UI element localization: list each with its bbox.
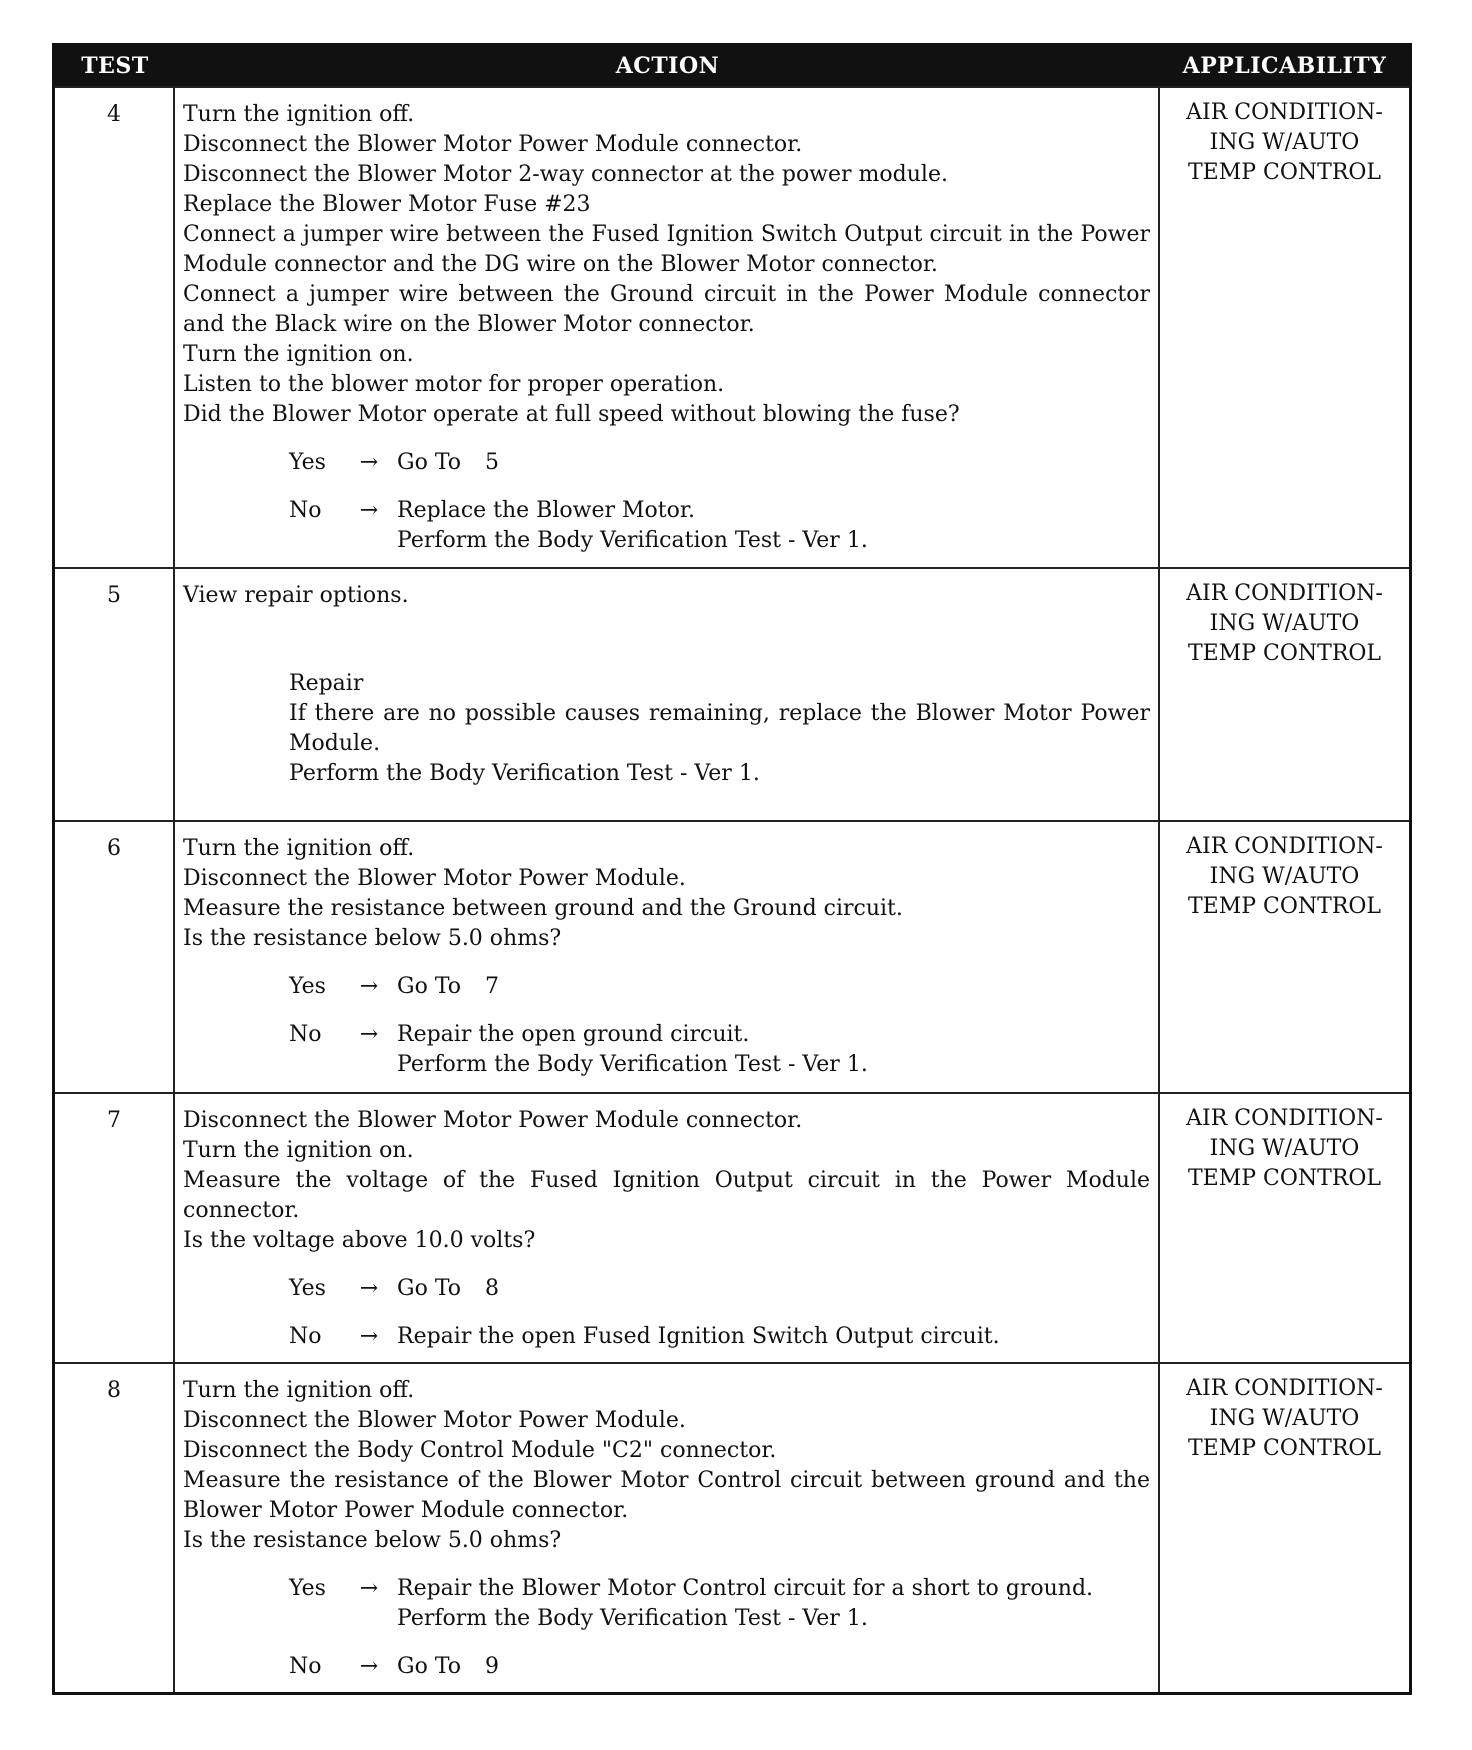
applicability-line: ING W/AUTO — [1209, 864, 1360, 889]
applicability-line: TEMP CONTROL — [1187, 1166, 1382, 1191]
table-row — [55, 1092, 1409, 1362]
no-result — [397, 496, 1150, 556]
result-line: Perform the Body Verification Test - Ver 1. — [397, 1052, 868, 1077]
yes-result — [397, 1574, 1150, 1634]
test-number: 7 — [55, 1094, 175, 1362]
no-answer — [289, 1020, 1150, 1080]
yes-result — [397, 448, 1150, 478]
applicability-line: TEMP CONTROL — [1187, 1436, 1382, 1461]
action-cell — [175, 1364, 1160, 1692]
arrow-icon: → — [359, 1022, 379, 1047]
goto-text: Go To — [397, 1654, 462, 1679]
no-label: No — [289, 498, 322, 523]
action-line: Did the Blower Motor operate at full speed without blowing the fuse? — [183, 402, 960, 427]
repair-label: Repair — [289, 671, 364, 696]
action-line: Measure the resistance of the Blower Motor Control circuit between ground and the Blower Motor Power Module connector. — [183, 1468, 1150, 1523]
table-row — [55, 567, 1409, 820]
test-number: 8 — [55, 1364, 175, 1692]
action-line: Listen to the blower motor for proper operation. — [183, 372, 725, 397]
yes-answer — [289, 1274, 1150, 1304]
applicability-line: AIR CONDITION- — [1186, 1106, 1383, 1131]
repair-line: Perform the Body Verification Test - Ver 1. — [289, 761, 760, 786]
action-line: Turn the ignition off. — [183, 836, 415, 861]
arrow-icon: → — [359, 1576, 379, 1601]
action-line: Turn the ignition on. — [183, 1138, 414, 1163]
arrow-icon: → — [359, 498, 379, 523]
no-label: No — [289, 1654, 322, 1679]
result-line: Repair the open Fused Ignition Switch Output circuit. — [397, 1324, 1000, 1349]
action-line: Connect a jumper wire between the Fused Ignition Switch Output circuit in the Power Module connector and the DG wire on the Blower Motor connector. — [183, 222, 1150, 277]
action-line: Turn the ignition off. — [183, 1378, 415, 1403]
result-line: Replace the Blower Motor. — [397, 498, 695, 523]
table-row — [55, 1362, 1409, 1692]
action-line: Connect a jumper wire between the Ground circuit in the Power Module connector and the Black wire on the Blower Motor connector. — [183, 282, 1150, 337]
arrow-icon: → — [359, 974, 379, 999]
yes-label: Yes — [289, 1276, 326, 1301]
applicability-line: TEMP CONTROL — [1187, 894, 1382, 919]
applicability-line: AIR CONDITION- — [1186, 581, 1383, 606]
applicability-cell — [1160, 569, 1409, 820]
table-header — [55, 46, 1409, 86]
action-cell — [175, 822, 1160, 1092]
action-line: Measure the voltage of the Fused Ignition Output circuit in the Power Module connector. — [183, 1168, 1150, 1223]
applicability-cell — [1160, 1094, 1409, 1362]
action-line: Disconnect the Blower Motor Power Module connector. — [183, 132, 803, 157]
yes-label: Yes — [289, 974, 326, 999]
table-row — [55, 86, 1409, 567]
goto-text: Go To — [397, 450, 462, 475]
applicability-cell — [1160, 822, 1409, 1092]
test-number: 4 — [55, 88, 175, 567]
no-result — [397, 1020, 1150, 1080]
action-line: Turn the ignition off. — [183, 102, 415, 127]
applicability-line: ING W/AUTO — [1209, 611, 1360, 636]
applicability-line: AIR CONDITION- — [1186, 1376, 1383, 1401]
table-row — [55, 820, 1409, 1092]
action-line: Disconnect the Blower Motor 2-way connector at the power module. — [183, 162, 948, 187]
goto-number: 8 — [485, 1276, 500, 1301]
action-line: Measure the resistance between ground and the Ground circuit. — [183, 896, 903, 921]
applicability-line: ING W/AUTO — [1209, 1406, 1360, 1431]
yes-result — [397, 1274, 1150, 1304]
no-answer — [289, 496, 1150, 556]
applicability-line: AIR CONDITION- — [1186, 834, 1383, 859]
yes-answer — [289, 972, 1150, 1002]
action-line: Disconnect the Blower Motor Power Module. — [183, 1408, 686, 1433]
action-line: View repair options. — [183, 583, 409, 608]
test-number: 5 — [55, 569, 175, 820]
header-applicability: APPLICABILITY — [1182, 53, 1387, 79]
action-cell — [175, 1094, 1160, 1362]
goto-text: Go To — [397, 974, 462, 999]
no-result — [397, 1322, 1150, 1352]
action-line: Replace the Blower Motor Fuse #23 — [183, 192, 591, 217]
action-cell — [175, 569, 1160, 820]
arrow-icon: → — [359, 1276, 379, 1301]
repair-text — [289, 699, 1150, 789]
yes-answer — [289, 448, 1150, 478]
action-line: Disconnect the Body Control Module "C2" connector. — [183, 1438, 777, 1463]
goto-number: 7 — [485, 974, 500, 999]
header-test: TEST — [81, 53, 149, 79]
result-line: Perform the Body Verification Test - Ver 1. — [397, 1606, 868, 1631]
goto-number: 5 — [485, 450, 500, 475]
arrow-icon: → — [359, 1654, 379, 1679]
action-line: Is the resistance below 5.0 ohms? — [183, 1528, 562, 1553]
goto-number: 9 — [485, 1654, 500, 1679]
yes-answer — [289, 1574, 1150, 1634]
yes-result — [397, 972, 1150, 1002]
yes-label: Yes — [289, 450, 326, 475]
applicability-line: TEMP CONTROL — [1187, 160, 1382, 185]
action-line: Is the resistance below 5.0 ohms? — [183, 926, 562, 951]
test-table — [52, 43, 1412, 1695]
no-label: No — [289, 1324, 322, 1349]
applicability-line: AIR CONDITION- — [1186, 100, 1383, 125]
yes-label: Yes — [289, 1576, 326, 1601]
action-line: Is the voltage above 10.0 volts? — [183, 1228, 536, 1253]
header-action: ACTION — [615, 53, 720, 79]
no-answer — [289, 1322, 1150, 1352]
action-line: Disconnect the Blower Motor Power Module connector. — [183, 1108, 803, 1133]
action-line: Disconnect the Blower Motor Power Module. — [183, 866, 686, 891]
applicability-cell — [1160, 88, 1409, 567]
action-line: Turn the ignition on. — [183, 342, 414, 367]
applicability-cell — [1160, 1364, 1409, 1692]
arrow-icon: → — [359, 450, 379, 475]
result-line: Perform the Body Verification Test - Ver 1. — [397, 528, 868, 553]
test-number: 6 — [55, 822, 175, 1092]
result-line: Repair the open ground circuit. — [397, 1022, 750, 1047]
applicability-line: TEMP CONTROL — [1187, 641, 1382, 666]
no-label: No — [289, 1022, 322, 1047]
goto-text: Go To — [397, 1276, 462, 1301]
arrow-icon: → — [359, 1324, 379, 1349]
repair-line: If there are no possible causes remaining, replace the Blower Motor Power Module. — [289, 701, 1150, 756]
no-result — [397, 1652, 1150, 1682]
applicability-line: ING W/AUTO — [1209, 1136, 1360, 1161]
no-answer — [289, 1652, 1150, 1682]
applicability-line: ING W/AUTO — [1209, 130, 1360, 155]
result-line: Repair the Blower Motor Control circuit for a short to ground. — [397, 1576, 1094, 1601]
action-cell — [175, 88, 1160, 567]
